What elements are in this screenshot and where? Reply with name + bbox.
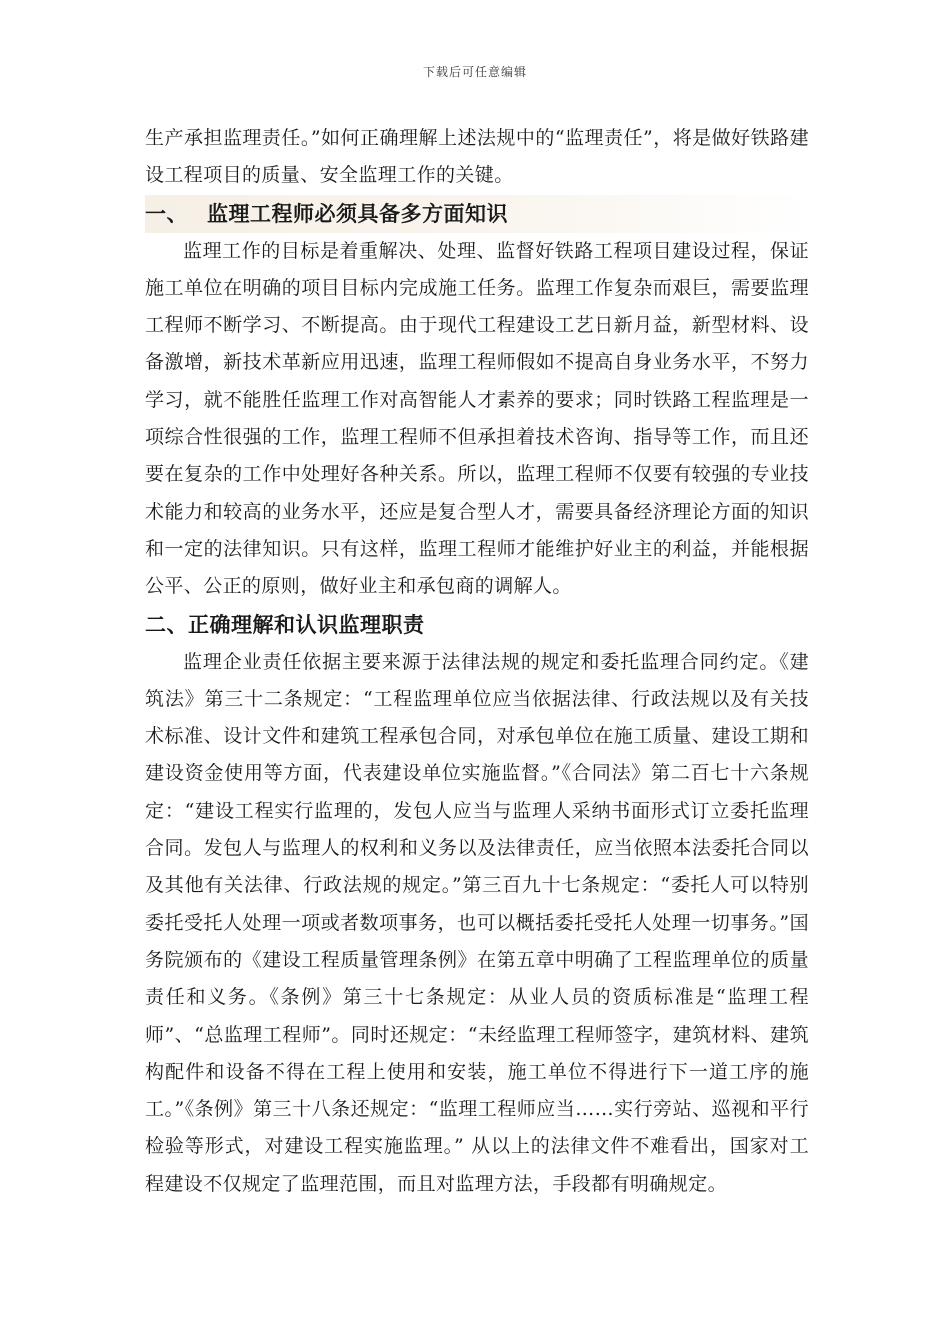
section-number-2: 二、 [145,612,188,637]
section-number-1: 一、 [145,201,188,226]
paragraph-intro: 生产承担监理责任。”如何正确理解上述法规中的“监理责任”，将是做好铁路建设工程项目的质量、安全监理工作的关键。 [145,127,809,187]
paragraph-knowledge: 监理工作的目标是着重解决、处理、监督好铁路工程项目建设过程，保证施工单位在明确的项目目标内完成施工任务。监理工作复杂而艰巨，需要监理工程师不断学习、不断提高。由于现代工程建设工艺日新月益，新型材料、设备激增，新技术革新应用迅速，监理工程师假如不提高自身业务水平，不努力学习，就不能胜任监理工作对高智能人才素养的要求；同时铁路工程监理是一项综合性很强的工作，监理工程师不但承担着技术咨询、指导等工作，而且还要在复杂的工作中处理好各种关系。所以，监理工程师不仅要有较强的专业技术能力和较高的业务水平，还应是复合型人才，需要具备经济理论方面的知识和一定的法律知识。只有这样，监理工程师才能维护好业主的利益，并能根据公平、公正的原则，做好业主和承包商的调解人。 [145,239,809,598]
document-body [145,120,809,1203]
section-title-1: 监理工程师必须具备多方面知识 [207,201,508,226]
section-heading-1 [145,195,809,233]
section-heading-2 [145,606,809,644]
page-header: 下载后可任意编辑 [422,65,527,79]
paragraph-responsibility: 监理企业责任依据主要来源于法律法规的规定和委托监理合同约定。《建筑法》第三十二条规定：“工程监理单位应当依据法律、行政法规以及有关技术标准、设计文件和建筑工程承包合同，对承包单位在施工质量、建设工期和建设资金使用等方面，代表建设单位实施监督。”《合同法》第二百七十六条规定：“建设工程实行监理的，发包人应当与监理人采纳书面形式订立委托监理合同。发包人与监理人的权利和义务以及法律责任，应当依照本法委托合同以及其他有关法律、行政法规的规定。”第三百九十七条规定：“委托人可以特别委托受托人处理一项或者数项事务，也可以概括委托受托人处理一切事务。”国务院颁布的《建设工程质量管理条例》在第五章中明确了工程监理单位的质量责任和义务。《条例》第三十七条规定：从业人员的资质标准是“监理工程师”、“总监理工程师”。同时还规定：“未经监理工程师签字，建筑材料、建筑构配件和设备不得在工程上使用和安装，施工单位不得进行下一道工序的施工。”《条例》第三十八条还规定：“监理工程师应当……实行旁站、巡视和平行检验等形式，对建设工程实施监理。” 从以上的法律文件不难看出，国家对工程建设不仅规定了监理范围，而且对监理方法，手段都有明确规定。 [145,650,809,1195]
section-title-2: 正确理解和认识监理职责 [188,612,425,637]
